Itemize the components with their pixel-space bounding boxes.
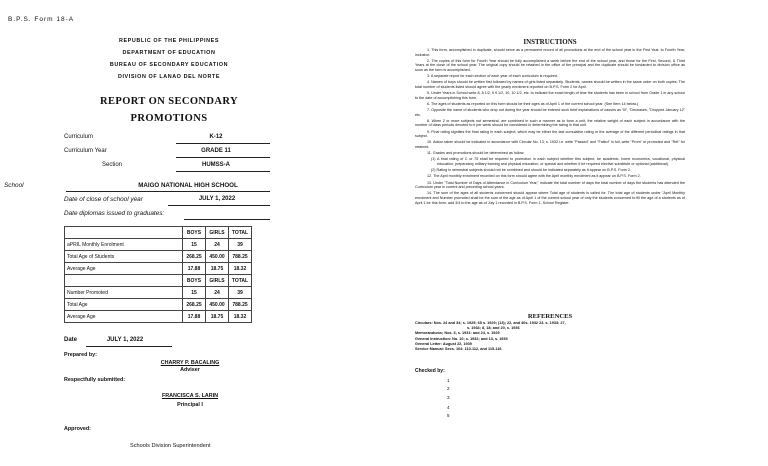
col-header-total: TOTAL: [229, 227, 252, 239]
curriculum-label: Curriculum: [64, 134, 94, 140]
instruction-item: 13. Under "Total Number of Days of Attendance in Curriculum Year," indicate the total number of days the total number of days the students has attended the Curriculum year in current and preceding school years.: [415, 180, 685, 190]
submitter-title: Principal I: [177, 402, 203, 408]
date-close-label: Date of close of school year: [64, 196, 143, 203]
instruction-item: 3. A separate report for each section of each year of each curriculum is required.: [427, 74, 558, 79]
cell-total: 39: [229, 239, 252, 251]
table-row: [65, 251, 252, 263]
promotion-form: [4, 0, 280, 466]
instruction-item: 9. Final rating signifies the final rating in each subject, which may be either the last cumulative rating or the average of the different periodical ratings in that subject.: [415, 129, 685, 139]
reference-line: General Instruction: No. 10; s. 1932; and 13, s. 1939: [415, 336, 508, 341]
form-id: B.P.S. Form 18-A: [8, 16, 75, 23]
row-label: aPRIL Monthly Enrolment: [65, 239, 183, 251]
cell-girls: 18.75: [206, 263, 229, 275]
curriculum-year-label: Curriculum Year: [64, 148, 107, 154]
cell-girls: 450.00: [206, 251, 229, 263]
cell-total: 18.32: [229, 263, 252, 275]
table-row: [65, 287, 252, 299]
date-underline: [86, 346, 172, 347]
cell-boys: 268.25: [183, 299, 206, 311]
instructions-list: [415, 48, 685, 207]
curriculum-underline: [176, 143, 270, 144]
row-label: Number Promoted: [65, 287, 183, 299]
checker-number: 2: [447, 386, 450, 391]
curriculum-value: K-12: [209, 134, 223, 140]
table-row: [65, 311, 252, 323]
col-header-girls: GIRLS: [206, 275, 229, 287]
instruction-item: 1. This form, accomplished in duplicate, should serve as a permanent record of all promotions at the end of the school year in the First Year, to Fourth Year, inclusive.: [415, 48, 685, 57]
cell-boys: 15: [183, 287, 206, 299]
cell-girls: 450.00: [206, 299, 229, 311]
row-label: Total Age: [65, 299, 183, 311]
instruction-subitem: (2) Rating in semestral subjects should not be combined and should be indicated separately as it appear on B.P.S. Form 2.: [431, 168, 631, 173]
table-row: [65, 263, 252, 275]
section-underline: [176, 171, 270, 172]
cell-boys: 17.88: [183, 311, 206, 323]
header-line-4: DIVISION OF LANAO DEL NORTE: [117, 74, 221, 80]
references-section: [415, 313, 685, 352]
col-header-boys: BOYS: [183, 275, 206, 287]
instructions-heading: INSTRUCTIONS: [523, 38, 577, 46]
reference-line: Service Manual: Secs. 104: 110-112, and 115-116: [415, 347, 502, 352]
school-label: School: [4, 182, 24, 189]
date-label: Date: [64, 337, 78, 343]
col-header-girls: GIRLS: [206, 227, 229, 239]
reference-line: General Letter: August 22, 1939: [415, 341, 472, 346]
cell-total: 39: [229, 287, 252, 299]
row-label: Average Age: [65, 311, 183, 323]
checker-number: 3: [447, 395, 450, 400]
instruction-item: 5. Under Years in School write 8, 8 1/2, 9 9 1/2, 10, 10 1/2, etc. to indicate the exact length of time the students has been in school from Grade 1 in any school to the date of accomplishing this form.: [415, 91, 685, 100]
submitted-label: Respectfully submitted:: [64, 377, 126, 383]
instruction-subitem: (1) A final rating of C or 75 shall be required to promotion in each subject whether this subject, be academic, home economics, vocational, physical education, preparatory military training and physical education, or special and whether it be required elective substitute or optional (additional).: [431, 157, 685, 166]
prepared-by-label: Prepared by:: [64, 352, 97, 358]
cell-boys: 17.88: [183, 263, 206, 275]
curriculum-year-value: GRADE 11: [201, 148, 231, 154]
preparer-name: CHARRY P. BACALING: [160, 360, 220, 366]
table-row: [65, 239, 252, 251]
enrolment-table: [64, 226, 252, 323]
row-label: Average Age: [65, 263, 183, 275]
section-label: Section: [102, 162, 123, 168]
cell-boys: 15: [183, 239, 206, 251]
col-header-total: TOTAL: [229, 275, 252, 287]
table-header-row: [65, 275, 252, 287]
date-diplomas-underline: [184, 219, 270, 220]
cell-girls: 24: [206, 239, 229, 251]
report-title-line-1: REPORT ON SECONDARY: [100, 96, 238, 107]
date-close-underline: [168, 205, 270, 206]
table-row: [65, 299, 252, 311]
cell-total: 18.32: [229, 311, 252, 323]
header-line-2: DEPARTMENT OF EDUCATION: [122, 50, 216, 56]
preparer-title: Adviser: [180, 367, 200, 373]
header-line-1: REPUBLIC OF THE PHILIPPINES: [118, 38, 220, 44]
row-label: Total Age of Students: [65, 251, 183, 263]
approved-label: Approved:: [64, 426, 91, 432]
checker-number: 5: [447, 413, 450, 418]
instruction-item: 2. The copies of this form for Fourth Year should be fully accomplished a week before the end of the school year, and those for the First, Second, & Third Years at the close of the school year. The original copy should be retained in the office of the principal and the duplicate should be forwarded to division office as soon as the form is accomplished.: [415, 58, 685, 72]
checker-number: 1: [447, 378, 450, 383]
cell-girls: 18.75: [206, 311, 229, 323]
col-header-boys: BOYS: [183, 227, 206, 239]
instructions-panel: [415, 0, 685, 466]
instruction-item: 4. Names of boys should be written first followed by names of girls listed separately. Students, names should be written in the same order on both copies. The total number of students listed should agree with the yearly enrolment reported on B.P.S. Form 2 for April.: [415, 80, 685, 89]
instruction-item: 12. The April monthly enrolment recorded on this form should agree with the April monthly enrolment as it appear on B.P.S. Form 2.: [427, 174, 641, 179]
instruction-item: 6. The ages of students as reported on this form should be their ages as of April 1 of the current school year. (See Item 14 below.): [427, 101, 639, 106]
reference-line: s. 1934; 8, 18; and 20, s. 1936: [467, 326, 520, 331]
instruction-item: 8. When 2 or more subjects not semestral, are combined in such a manner as to form a unit, the relative weight of each subject in accordance with the number of class periods devoted to it per week should be considered in determining the rating in that unit.: [415, 118, 685, 128]
cell-total: 788.25: [229, 251, 252, 263]
school-value: MAIGO NATIONAL HIGH SCHOOL: [138, 182, 238, 189]
submitter-name: FRANCISCA S. LARIN: [161, 393, 219, 399]
school-underline: [66, 191, 270, 192]
curriculum-year-underline: [176, 157, 270, 158]
table-header-row: [65, 227, 252, 239]
reference-line: Circulars: Nos. 24 and 34; s. 1929; 65 s. 1929; (13); 22, and 40s. 1932 23. s. 1933: 27,: [415, 321, 566, 325]
approver-title: Schools Division Superintendent: [130, 443, 211, 449]
cell-total: 788.25: [229, 299, 252, 311]
date-close-value: JULY 1, 2022: [198, 196, 236, 202]
checked-by-label: Checked by:: [415, 368, 445, 374]
cell-girls: 24: [206, 287, 229, 299]
section-value: HUMSS-A: [202, 162, 230, 168]
instruction-item: 7. Opposite the name of students who drop out during the year should be entered such brief explanations of causes as "ill", "Deceases, "Dropped January 12" etc.: [415, 108, 685, 117]
date-diplomas-label: Date diplomas issued to graduates:: [64, 210, 165, 217]
cell-boys: 268.25: [183, 251, 206, 263]
reference-line: Memorandums; Nos. 6, s. 1931: and 24, s. 1929: [415, 331, 500, 336]
date-value: JULY 1, 2022: [106, 337, 144, 343]
instruction-item: 14. The sum of the ages of all students concerned should appear where Total age of students is called for. The total age of students under "April Monthly enrolment and Number promoted shall be the sum of the age as of April 1 of the current school year of only the students concerned to fill the age of a students as of April 1 for this form, add 3/4 to the age as of July 1 recorded in B.P.S. Form 1, School Register.: [415, 191, 685, 205]
report-title-line-2: PROMOTIONS: [130, 113, 208, 124]
header-line-3: BUREAU OF SECONDARY EDUCATION: [109, 62, 229, 68]
instruction-item: 11. Grades and promotions should be determined as follow:: [427, 151, 525, 156]
checker-number: 4: [447, 405, 450, 410]
instruction-item: 10. Action taken should be indicated in accordance with Circular No. 13, s. 1932 i.e. write "Passed" and "Failed" in full, write "Prom" or promoted and "Ret" for retained.: [415, 140, 685, 150]
references-heading: REFERENCES: [527, 313, 573, 320]
